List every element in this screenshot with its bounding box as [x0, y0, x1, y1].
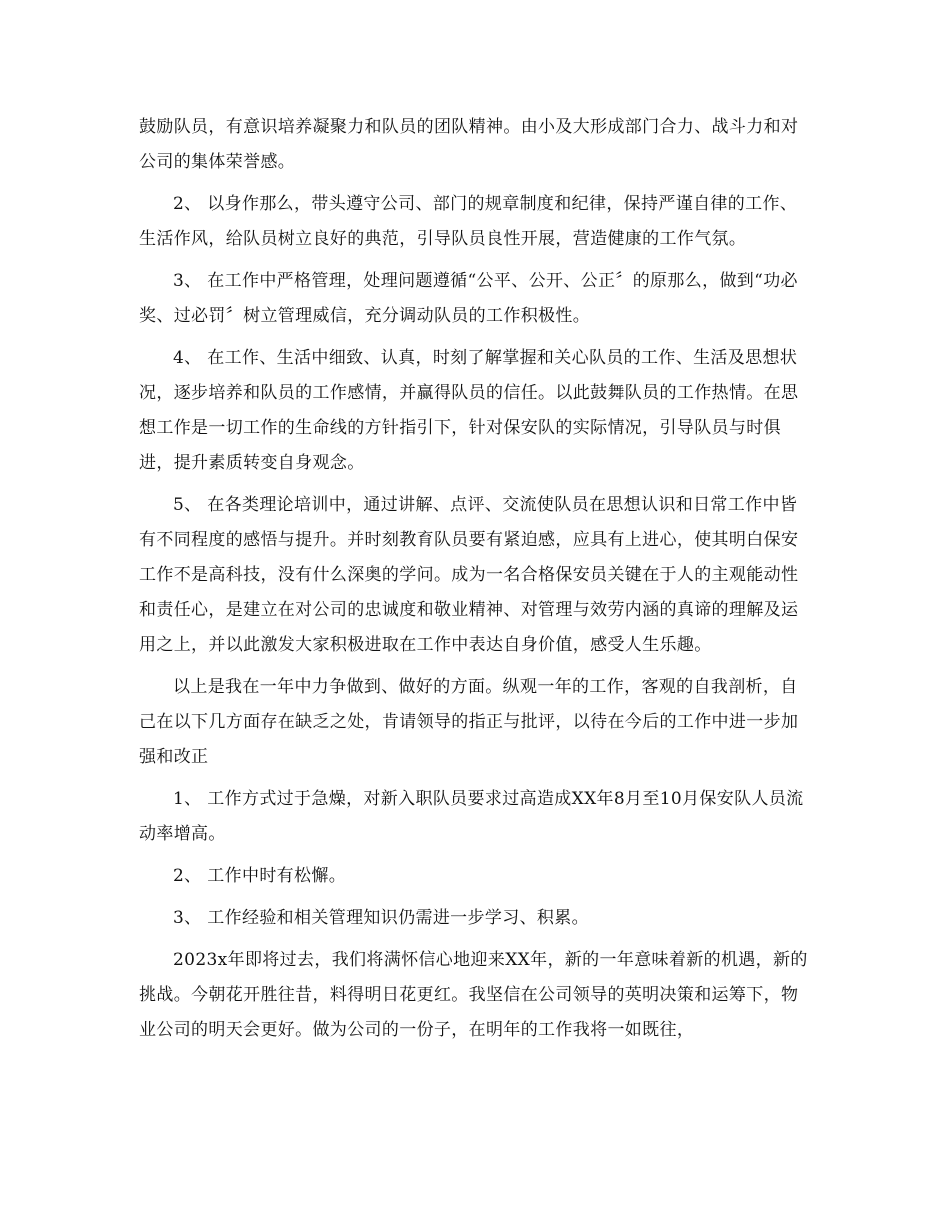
paragraph-outlook: 2023x年即将过去，我们将满怀信心地迎来XX年，新的一年意味着新的机遇，新的挑战。今朝花开胜往昔，料得明日花更红。我坚信在公司领导的英明决策和运筹下，物业公司的明天会更好。做为公司的一份子，在明年的工作我将一如既往， [139, 950, 808, 1040]
paragraph-shortcoming-1: 1、 工作方式过于急燥，对新入职队员要求过高造成XX年8月至10月保安队人员流动率增高。 [139, 789, 804, 844]
paragraph-teamwork: 鼓励队员，有意识培养凝聚力和队员的团队精神。由小及大形成部门合力、战斗力和对公司的集体荣誉感。 [139, 117, 799, 172]
paragraph-lead-by-example: 2、 以身作那么，带头遵守公司、部门的规章制度和纪律，保持严谨自律的工作、生活作风，给队员树立良好的典范，引导队员良性开展，营造健康的工作气氛。 [139, 194, 798, 249]
paragraph-self-review: 以上是我在一年中力争做到、做好的方面。纵观一年的工作，客观的自我剖析，自己在以下几方面存在缺乏之处，肯请领导的指正与批评，以待在今后的工作中进一步加强和改正 [139, 677, 799, 767]
document-body [139, 110, 811, 1055]
paragraph-strict-management: 3、 在工作中严格管理，处理问题遵循“公平、公开、公正〞的原那么，做到“功必奖、过必罚〞树立管理威信，充分调动队员的工作积极性。 [139, 271, 798, 326]
paragraph-training: 5、 在各类理论培训中，通过讲解、点评、交流使队员在思想认识和日常工作中皆有不同程度的感悟与提升。并时刻教育队员要有紧迫感，应具有上进心，使其明白保安工作不是高科技，没有什么深奥的学问。成为一名合格保安员关键在于人的主观能动性和责任心，是建立在对公司的忠诚度和敬业精神、对管理与效劳内涵的真谛的理解及运用之上，并以此激发大家积极进取在工作中表达自身价值，感受人生乐趣。 [139, 495, 799, 655]
paragraph-shortcoming-3: 3、 工作经验和相关管理知识仍需进一步学习、积累。 [173, 908, 589, 928]
paragraph-care-for-members: 4、 在工作、生活中细致、认真，时刻了解掌握和关心队员的工作、生活及思想状况，逐步培养和队员的工作感情，并赢得队员的信任。以此鼓舞队员的工作热情。在思想工作是一切工作的生命线的方针指引下，针对保安队的实际情况，引导队员与时俱进，提升素质转变自身观念。 [139, 348, 799, 473]
paragraph-shortcoming-2: 2、 工作中时有松懈。 [173, 866, 347, 886]
